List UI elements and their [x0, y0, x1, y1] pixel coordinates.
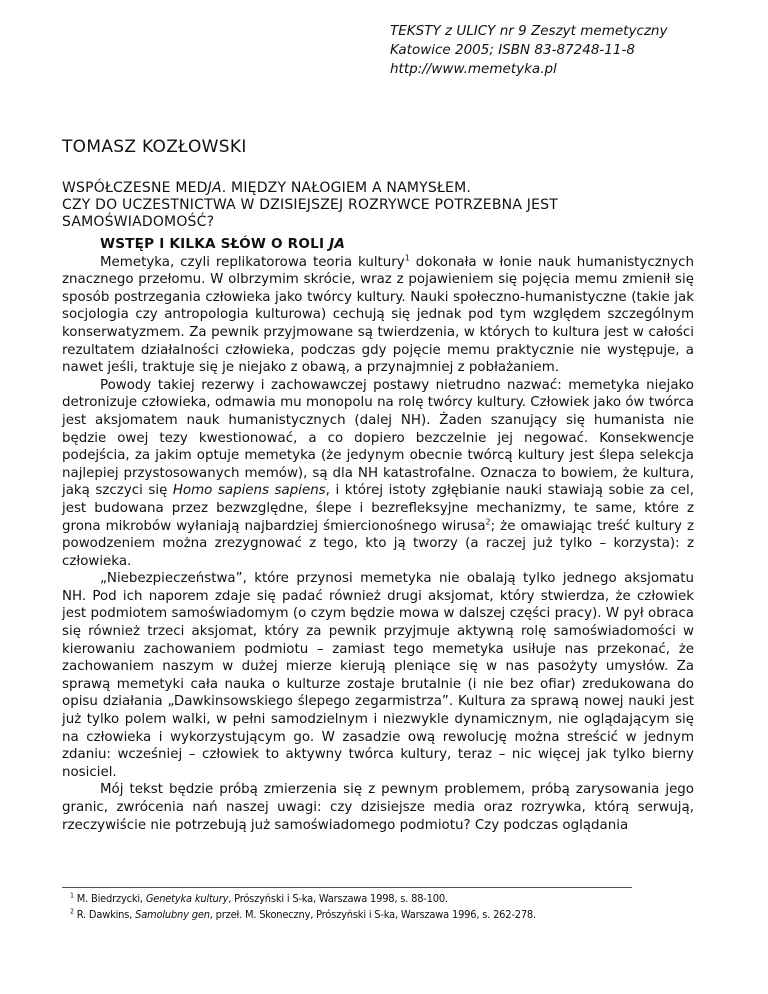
title-part: . MIĘDZY NAŁOGIEM A NAMYSŁEM. [221, 180, 472, 196]
title-part: WSPÓŁCZESNE MED [62, 180, 208, 196]
footnote-italic: Samolubny gen [135, 908, 210, 921]
paragraph-text: Powody takiej rezerwy i zachowawczej postawy nietrudno nazwać: memetyka niejako detronizuje człowieka, odmawia mu monopolu na rolę twórcy kultury. Człowiek jako ów twórca jest aksjomatem nauk humanistycznych (dalej NH). Żaden szanujący się humanista nie będzie owej tezy kwestionować, a co dopiero bezczelnie jej negować. Konsekwencje podejścia, za jakim optuje memetyka (że jedynym obecnie twórcą kultury jest ślepa selekcja najlepiej przystosowanych memów), są dla NH katastrofalne. Oznacza to bowiem, że kultura, jaką szczyci się [62, 377, 694, 499]
footnote-text: R. Dawkins, [73, 908, 136, 921]
footnote-text: M. Biedrzycki, [73, 892, 146, 905]
footnote-ref-2[interactable]: 2 [485, 517, 491, 527]
footnote-ref-1[interactable]: 1 [404, 253, 410, 263]
paragraph-1 [62, 254, 694, 377]
paragraph-text: , i której istoty zgłębianie nauki stawiają sobie za cel, jest budowana przez bezwzględne, ślepe i bezrefleksyjne mechanizmy, te same, które z grona mikrobów wyłaniają najbardziej śmiercionośnego wirusa [62, 483, 694, 534]
journal-header [390, 22, 750, 79]
paragraph-text: ; że omawiając treść kultury z powodzeniem można zrezygnować z tego, kto ją tworzy (a raczej już tylko – korzysta): z człowieka. [62, 518, 694, 569]
section-heading [62, 236, 694, 254]
article-title [62, 180, 702, 231]
footnote-number: 2 [70, 907, 74, 916]
footnote-2 [70, 907, 710, 923]
journal-url[interactable]: http://www.memetyka.pl [390, 61, 557, 77]
section-heading-text: WSTĘP I KILKA SŁÓW O ROLI [100, 236, 330, 252]
footnote-divider [62, 887, 632, 888]
footnote-number: 1 [70, 891, 74, 900]
paragraph-italic: Homo sapiens sapiens [172, 483, 326, 499]
footnote-text: , przeł. M. Skoneczny, Prószyński i S-ka, Warszawa 1996, s. 262-278. [209, 908, 536, 921]
footnote-italic: Genetyka kultury [145, 892, 229, 905]
paragraph-4: Mój tekst będzie próbą zmierzenia się z pewnym problemem, próbą zarysowania jego granic, zwrócenia nań naszej uwagi: czy dzisiejsze media oraz rozrywka, którą serwują, rzeczywiście nie potrzebują już samoświadomego podmiotu? Czy podczas oglądania [62, 782, 694, 833]
article-body [62, 236, 694, 834]
journal-isbn-line: Katowice 2005; ISBN 83-87248-11-8 [390, 42, 635, 58]
paragraph-text: Memetyka, czyli replikatorowa teoria kultury [100, 254, 405, 270]
footnotes [70, 891, 710, 923]
section-heading-italic: JA [329, 236, 346, 252]
paragraph-3: „Niebezpieczeństwa”, które przynosi memetyka nie obalają tylko jednego aksjomatu NH. Pod ich naporem zdaje się padać również drugi aksjomat, który stwierdza, że człowiek jest podmiotem samoświadomym (o czym będzie mowa w dalszej części pracy). W pył obraca się również trzeci aksjomat, który za pewnik przyjmuje aktywną rolę samoświadomości w kierowaniu zachowaniem podmiotu – zamiast tego memetyka usiłuje nas przekonać, że zachowaniem naszym w dużej mierze kierują pleniące się w nas pasożyty umysłów. Za sprawą memetyki cała nauka o kulturze zostaje brutalnie (i nie bez ofiar) zredukowana do opisu działania „Dawkinsowskiego ślepego zegarmistrza”. Kultura za sprawą nowej nauki jest już tylko polem walki, w pełni samodzielnym i niezwykle dynamicznym, nie oglądającym się na człowieka i wykorzystującym go. W zasadzie ową rewolucję można streścić w jednym zdaniu: wcześniej – człowiek to aktywny twórca kultury, teraz – nic więcej jak tylko bierny nosiciel. [62, 571, 694, 780]
title-line-1 [62, 180, 702, 197]
paragraph-2 [62, 377, 694, 571]
title-italic-part: JA [207, 180, 222, 196]
title-line-3: SAMOŚWIADOMOŚĆ? [62, 214, 215, 230]
author-name: TOMASZ KOZŁOWSKI [62, 137, 247, 157]
paragraph-text: dokonała w łonie nauk humanistycznych znacznego przełomu. W olbrzymim skrócie, wraz z pojawieniem się pojęcia memu zmienił się sposób postrzegania człowieka jako twórcy kultury. Nauki społeczno-humanistyczne (takie jak socjologia czy antropologia kulturowa) cechują się jednak pod tym względem szczególnym konserwatyzmem. Za pewnik przyjmowane są twierdzenia, w których to kultura jest w całości rezultatem działalności człowieka, podczas gdy pojęcie memu praktycznie nie występuje, a nawet jeśli, traktuje się je niejako z obawą, a przynajmniej z pobłażaniem. [62, 254, 694, 376]
title-line-2: CZY DO UCZESTNICTWA W DZISIEJSZEJ ROZRYWCE POTRZEBNA JEST [62, 197, 558, 213]
footnote-1 [70, 891, 710, 907]
footnote-text: , Prószyński i S-ka, Warszawa 1998, s. 88-100. [228, 892, 448, 905]
journal-title-line: TEKSTY z ULICY nr 9 Zeszyt memetyczny [390, 23, 668, 39]
